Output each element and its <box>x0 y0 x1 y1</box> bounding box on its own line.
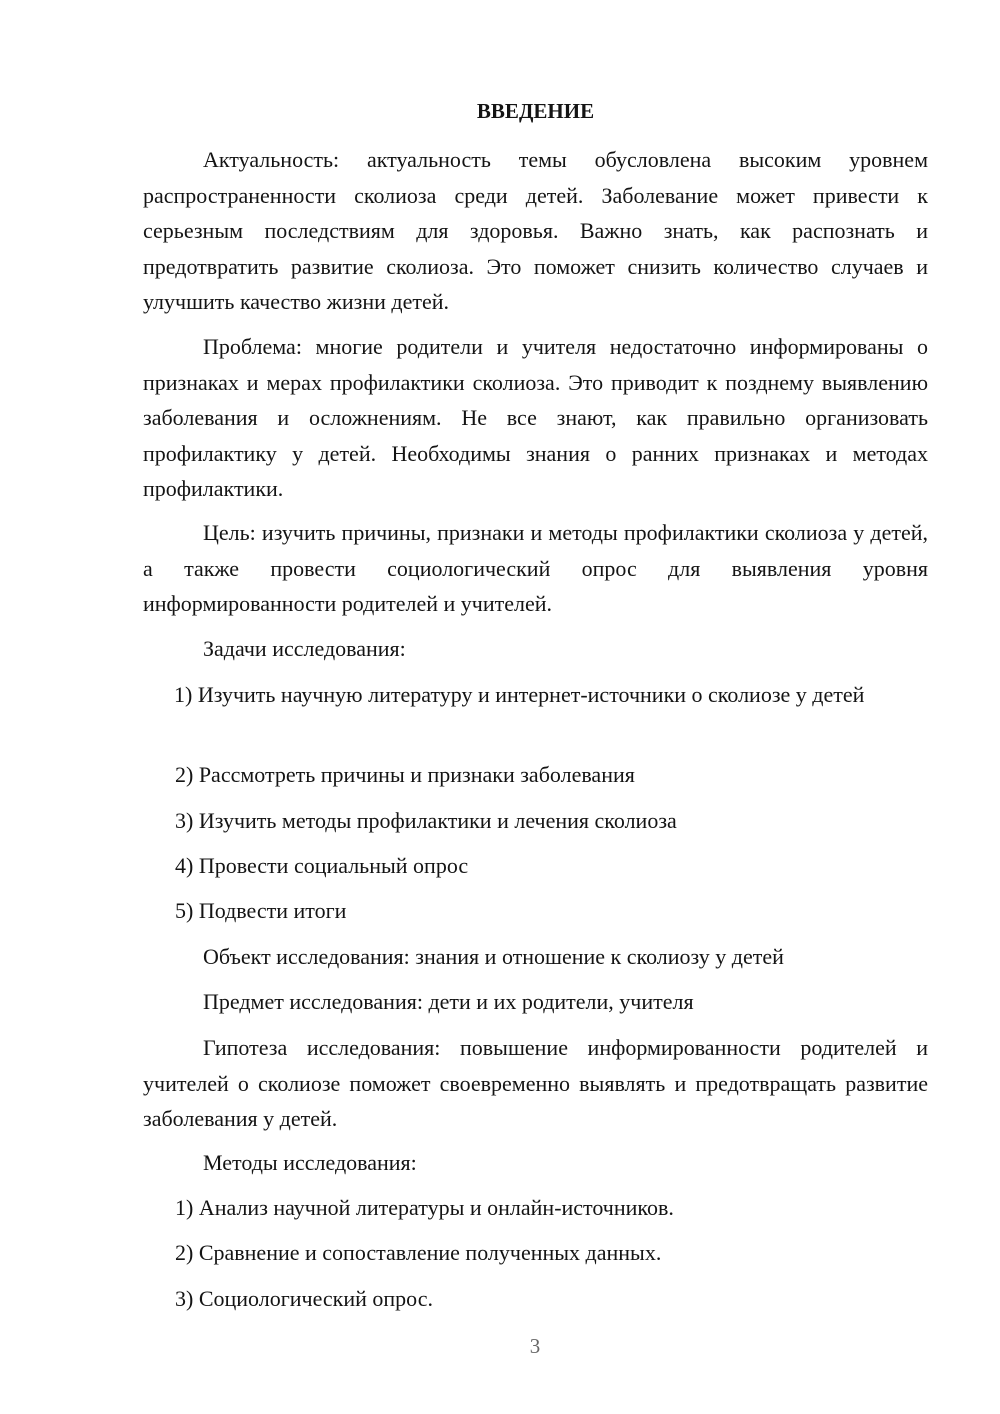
task-item-3: 3) Изучить методы профилактики и лечения сколиоза <box>175 808 677 833</box>
page-number: 3 <box>529 1334 541 1358</box>
relevance-paragraph: Актуальность: актуальность темы обусловлена высоким уровнем распространенности сколиоза среди детей. Заболевание может привести к серьезным последствиям для здоровья. Важно знать, как распознать и предотвратить развитие сколиоза. Это поможет снизить количество случаев и улучшить качество жизни детей. <box>143 147 928 314</box>
task-item-2: 2) Рассмотреть причины и признаки заболевания <box>175 762 635 787</box>
methods-title: Методы исследования: <box>203 1150 417 1175</box>
task-item-5: 5) Подвести итоги <box>175 898 347 923</box>
method-item-1: 1) Анализ научной литературы и онлайн-источников. <box>175 1195 674 1220</box>
method-item-3: 3) Социологический опрос. <box>175 1286 433 1311</box>
task-item-1: 1) Изучить научную литературу и интернет-источники о сколиозе у детей <box>174 682 865 707</box>
object-line: Объект исследования: знания и отношение к сколиозу у детей <box>203 944 784 969</box>
task-item-4: 4) Провести социальный опрос <box>175 853 469 878</box>
tasks-title: Задачи исследования: <box>203 636 406 661</box>
goal-paragraph: Цель: изучить причины, признаки и методы профилактики сколиоза у детей, а также провести социологический опрос для выявления уровня информированности родителей и учителей. <box>143 520 928 616</box>
hypothesis-paragraph: Гипотеза исследования: повышение информированности родителей и учителей о сколиозе поможет своевременно выявлять и предотвращать развитие заболевания у детей. <box>143 1035 928 1131</box>
subject-line: Предмет исследования: дети и их родители, учителя <box>203 989 694 1014</box>
section-heading: ВВЕДЕНИЕ <box>476 99 595 123</box>
method-item-2: 2) Сравнение и сопоставление полученных данных. <box>175 1240 662 1265</box>
problem-paragraph: Проблема: многие родители и учителя недостаточно информированы о признаках и мерах профилактики сколиоза. Это приводит к позднему выявлению заболевания и осложнениям. Не все знают, как правильно организовать профилактику у детей. Необходимы знания о ранних признаках и методах профилактики. <box>143 334 928 501</box>
